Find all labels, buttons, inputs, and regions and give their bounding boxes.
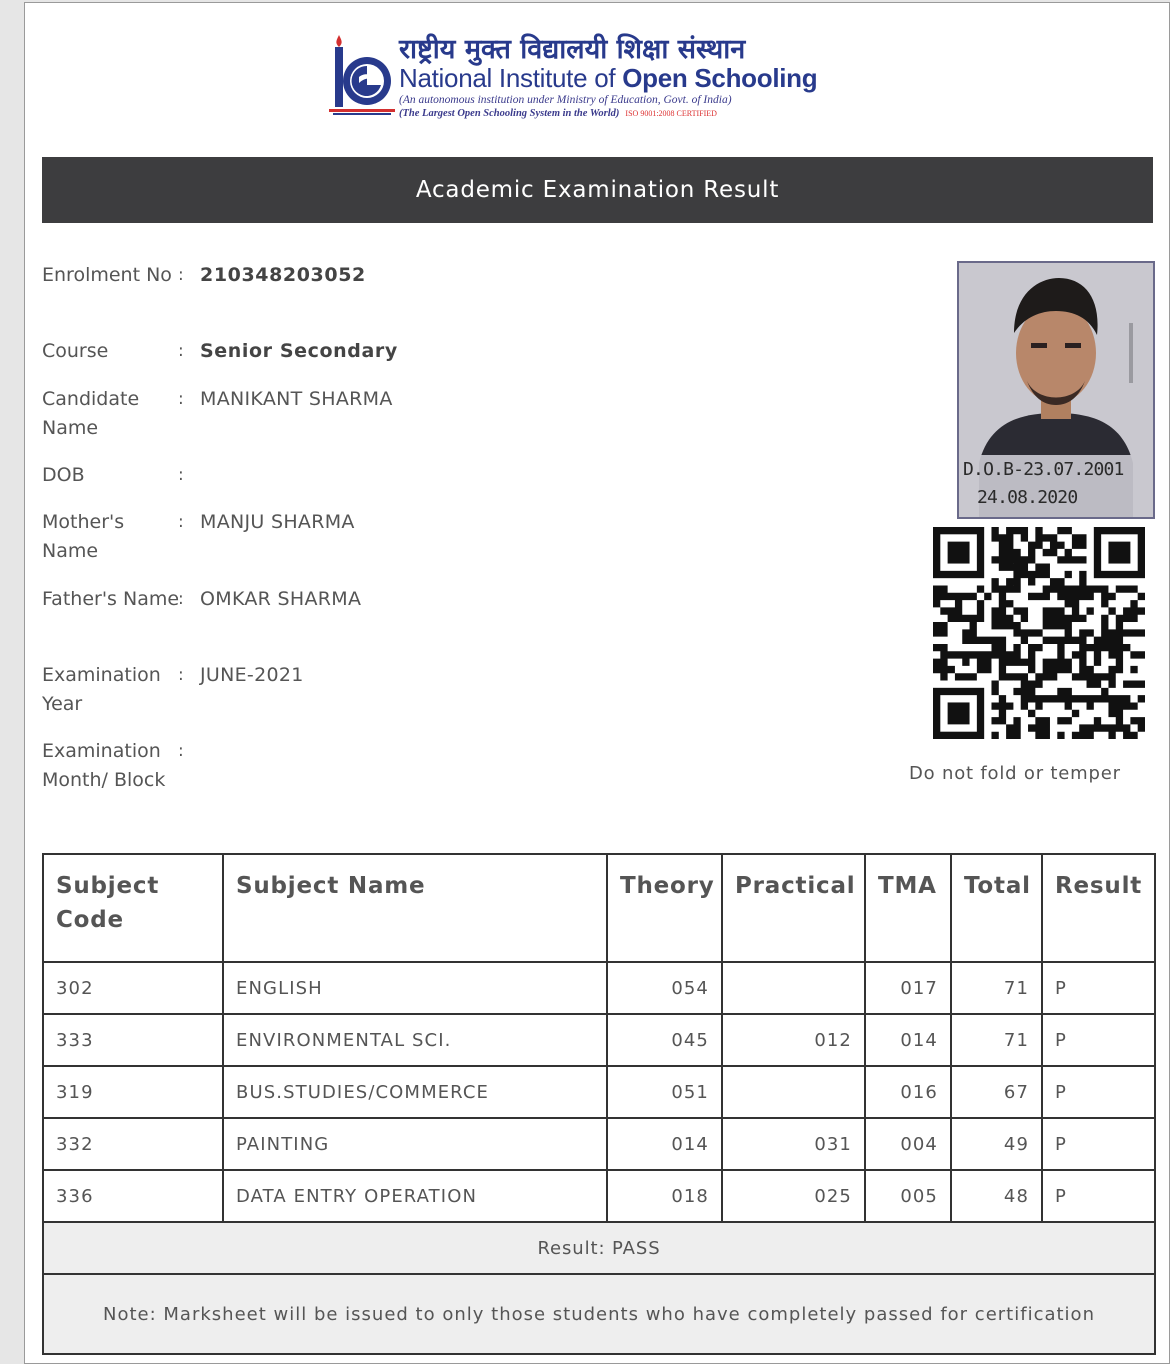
institute-subtitle: (An autonomous institution under Ministry of Education, Govt. of India) [399, 94, 732, 106]
result-summary-row [43, 1222, 1155, 1274]
practical-marks [722, 1066, 865, 1118]
tma-marks: 016 [865, 1066, 951, 1118]
marksheet-note: Note: Marksheet will be issued to only those students who have completely passed for certification [43, 1274, 1155, 1354]
institute-tagline: (The Largest Open Schooling System in the World) ISO 9001:2008 CERTIFIED [399, 108, 717, 119]
subject-code: 336 [43, 1170, 223, 1222]
tma-marks: 014 [865, 1014, 951, 1066]
detail-label: DOB [42, 464, 85, 486]
subject-code: 319 [43, 1066, 223, 1118]
theory-marks: 051 [607, 1066, 722, 1118]
candidate-photo [957, 261, 1155, 519]
subject-code: 302 [43, 962, 223, 1014]
photo-stamp-date: 24.08.2020 [977, 487, 1078, 508]
table-row [43, 1014, 1155, 1066]
page-title: Academic Examination Result [42, 157, 1153, 223]
practical-marks [722, 962, 865, 1014]
tma-marks: 017 [865, 962, 951, 1014]
subject-name: ENVIRONMENTAL SCI. [223, 1014, 607, 1066]
total-marks: 67 [951, 1066, 1042, 1118]
total-marks: 71 [951, 1014, 1042, 1066]
marks-table [42, 853, 1156, 1355]
subject-code: 333 [43, 1014, 223, 1066]
detail-label: Examination Month/ Block [42, 740, 166, 791]
mother-name: MANJU SHARMA [200, 511, 355, 533]
col-header-tma: TMA [865, 854, 951, 962]
subject-result: P [1042, 1066, 1155, 1118]
col-header-practical: Practical [722, 854, 865, 962]
table-row [43, 1118, 1155, 1170]
tma-marks: 005 [865, 1170, 951, 1222]
subject-name: BUS.STUDIES/COMMERCE [223, 1066, 607, 1118]
col-header-subject-code: Subject Code [43, 854, 223, 962]
father-name: OMKAR SHARMA [200, 588, 362, 610]
detail-label: Course [42, 340, 109, 362]
overall-result: Result: PASS [43, 1222, 1155, 1274]
subject-result: P [1042, 1118, 1155, 1170]
col-header-total: Total [951, 854, 1042, 962]
theory-marks: 054 [607, 962, 722, 1014]
practical-marks: 012 [722, 1014, 865, 1066]
practical-marks: 031 [722, 1118, 865, 1170]
theory-marks: 014 [607, 1118, 722, 1170]
tma-marks: 004 [865, 1118, 951, 1170]
practical-marks: 025 [722, 1170, 865, 1222]
detail-label: Enrolment No [42, 264, 172, 286]
total-marks: 71 [951, 962, 1042, 1014]
table-row [43, 1170, 1155, 1222]
theory-marks: 018 [607, 1170, 722, 1222]
subject-result: P [1042, 1014, 1155, 1066]
table-row [43, 962, 1155, 1014]
subject-name: DATA ENTRY OPERATION [223, 1170, 607, 1222]
enrolment-number: 210348203052 [200, 264, 366, 286]
subject-result: P [1042, 1170, 1155, 1222]
detail-label: Candidate Name [42, 388, 140, 439]
subject-name: PAINTING [223, 1118, 607, 1170]
exam-year-value: JUNE-2021 [200, 664, 304, 686]
table-row [43, 1066, 1155, 1118]
theory-marks: 045 [607, 1014, 722, 1066]
detail-label: Father's Name [42, 588, 180, 610]
table-header-row [43, 854, 1155, 962]
col-header-result: Result [1042, 854, 1155, 962]
subject-name: ENGLISH [223, 962, 607, 1014]
detail-label: Examination Year [42, 664, 161, 715]
col-header-subject-name: Subject Name [223, 854, 607, 962]
col-header-theory: Theory [607, 854, 722, 962]
subject-result: P [1042, 962, 1155, 1014]
qr-code-icon [933, 527, 1145, 739]
qr-caption: Do not fold or temper [909, 763, 1121, 784]
course-value: Senior Secondary [200, 340, 398, 362]
candidate-name: MANIKANT SHARMA [200, 388, 393, 410]
subject-code: 332 [43, 1118, 223, 1170]
iso-badge: ISO 9001:2008 CERTIFIED [625, 109, 717, 118]
total-marks: 49 [951, 1118, 1042, 1170]
result-sheet: राष्ट्रीय मुक्त विद्यालयी शिक्षा संस्थान National Institute of Open Schooling (An autonomous institution under Ministry of Education, Govt. of India) (The Largest Open Schooling System in the World) ISO 9001:2008 CERTIFIED Academic Examination Result Enrolment No : 210348203052 Course : Senior Secondary Candidate Name : MANIKANT SHARMA DOB : Mother's Name : MANJU SHARMA Father's Name : OMKAR SHARMA Examination Year : JUNE-2021 Examination Month/ Block : D.O.B-23.07.2001 24.08.2020 Do not fold or temper Subject Code Subject Name Theory Practical TMA Total Result 302 ENGLISH 054 017 71 P 333 ENVIRONMENTAL SCI. 045 012 014 71 P 319 BUS.STUDIES/COMMERCE 051 016 67 P 332 PAINTING 014 031 004 49 P 336 DATA ENTRY OPERATION 018 025 005 48 P Result: PASS Note: Marksheet will be issued to only those students who have completely passed for certification [24, 2, 1170, 1364]
detail-label: Mother's Name [42, 511, 125, 562]
institute-name-hindi: राष्ट्रीय मुक्त विद्यालयी शिक्षा संस्थान [399, 34, 746, 65]
institute-name: National Institute of Open Schooling [399, 63, 818, 93]
note-row [43, 1274, 1155, 1354]
nios-logo-icon [329, 33, 395, 117]
photo-stamp-dob: D.O.B-23.07.2001 [963, 459, 1124, 480]
nios-header [329, 29, 849, 125]
total-marks: 48 [951, 1170, 1042, 1222]
